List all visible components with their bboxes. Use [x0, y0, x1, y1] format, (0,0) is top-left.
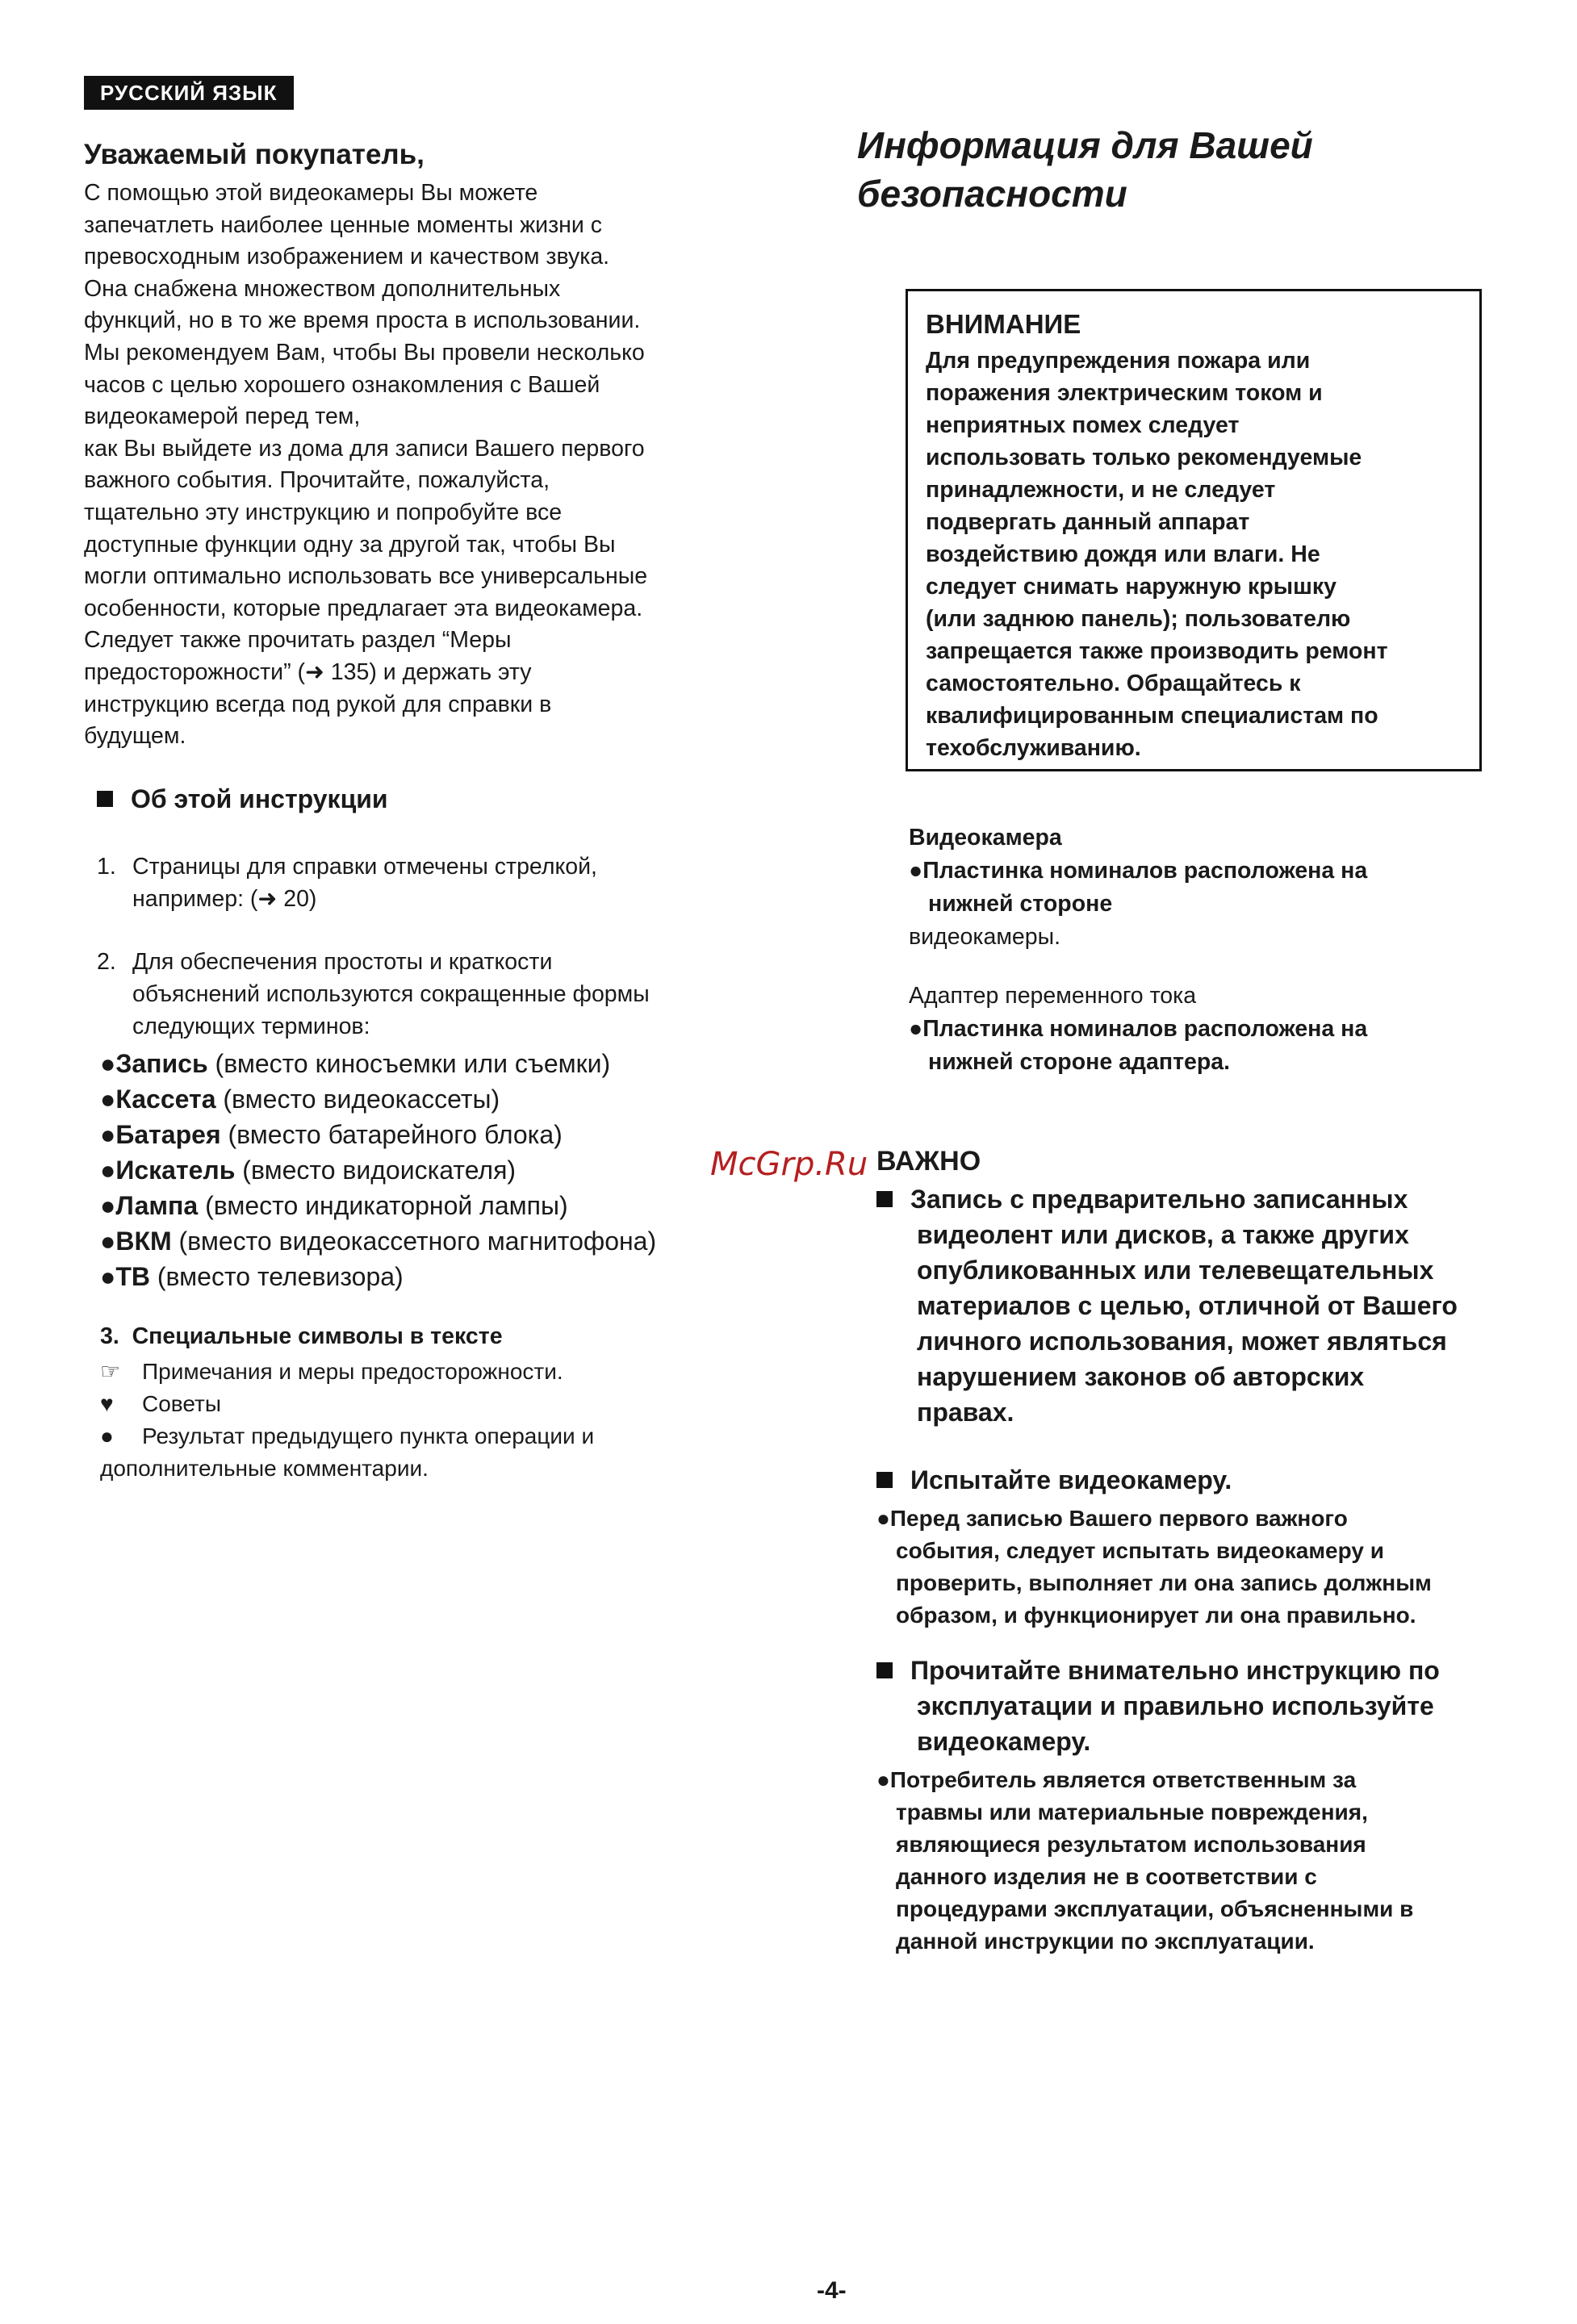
test-line: образом, и функционирует ли она правильно. [896, 1603, 1416, 1628]
item-text: Страницы для справки отмечены стрелкой, [132, 854, 597, 880]
term-desc: (вместо видеокассеты) [223, 1085, 500, 1114]
term-desc: (вместо батарейного блока) [228, 1120, 563, 1149]
adapter-plate-info [909, 980, 1367, 1079]
item-text: следующих терминов: [132, 1014, 370, 1039]
intro-paragraph [84, 178, 762, 753]
safety-title-line: Информация для Вашей [857, 124, 1313, 166]
about-heading [97, 784, 388, 814]
intro-line: запечатлеть наиболее ценные моменты жизни с [84, 211, 602, 238]
intro-line: видеокамерой перед тем, [84, 403, 361, 430]
symbol-text: Результат предыдущего пункта операции и [142, 1423, 595, 1448]
intro-line: Она снабжена множеством дополнительных [84, 275, 561, 302]
watermark: McGrp.Ru [710, 1146, 868, 1183]
read-line: травмы или материальные повреждения, [896, 1799, 1368, 1825]
intro-line: функций, но в то же время проста в использовании. [84, 307, 641, 334]
about-heading-text: Об этой инструкции [131, 784, 388, 813]
symbol-text: дополнительные комментарии. [100, 1456, 429, 1481]
symbol-text: Советы [142, 1391, 221, 1416]
read-heading-line: видеокамеру. [917, 1727, 1091, 1756]
term-name: Батарея [115, 1120, 221, 1149]
warning-line: принадлежности, и не следует [926, 477, 1276, 503]
term-name: Лампа [115, 1191, 199, 1220]
list-item: ●Кассета (вместо видеокассеты) [100, 1085, 500, 1114]
test-line: ●Перед записью Вашего первого важного [876, 1506, 1348, 1531]
warning-line: поражения электрическим током и [926, 380, 1323, 406]
important-title: ВАЖНО [876, 1146, 981, 1177]
symbols-list [100, 1356, 594, 1485]
term-name: Кассета [115, 1085, 216, 1114]
list-item: ●Лампа (вместо индикаторной лампы) [100, 1191, 568, 1220]
list-item: ●ВКМ (вместо видеокассетного магнитофона) [100, 1227, 657, 1256]
intro-line: превосходным изображением и качеством звука. [84, 244, 610, 270]
read-manual-section [876, 1653, 1440, 1958]
test-line: проверить, выполняет ли она запись должным [896, 1570, 1432, 1595]
safety-title-line: безопасности [857, 173, 1127, 215]
term-name: ВКМ [115, 1227, 172, 1256]
square-bullet-icon [97, 791, 113, 807]
about-item-2 [97, 946, 650, 1043]
list-item: ●Запись (вместо киносъемки или съемки) [100, 1049, 611, 1078]
language-tab: РУССКИЙ ЯЗЫК [84, 76, 294, 110]
camera-plate-line: нижней стороне [928, 891, 1113, 917]
term-name: ТВ [115, 1262, 150, 1291]
about-item-1 [97, 851, 597, 915]
intro-line: как Вы выйдете из дома для записи Вашего первого [84, 435, 645, 462]
list-item [100, 1388, 594, 1420]
square-bullet-icon [876, 1662, 893, 1678]
warning-line: техобслуживанию. [926, 735, 1141, 761]
list-item [100, 1356, 594, 1388]
copyright-line: личного использования, может являться [917, 1327, 1447, 1356]
list-item: ●Батарея (вместо батарейного блока) [100, 1120, 563, 1149]
adapter-plate-heading: Адаптер переменного тока [909, 983, 1197, 1009]
read-line: ●Потребитель является ответственным за [876, 1767, 1357, 1792]
term-list [100, 1046, 656, 1294]
symbol-text: Примечания и меры предосторожности. [142, 1359, 563, 1384]
term-desc: (вместо видоискателя) [242, 1156, 517, 1185]
copyright-line: материалов с целью, отличной от Вашего [917, 1291, 1458, 1320]
warning-line: неприятных помех следует [926, 412, 1240, 438]
read-line: данного изделия не в соответствии с [896, 1864, 1317, 1889]
adapter-plate-line: ●Пластинка номиналов расположена на [909, 1016, 1368, 1042]
camera-plate-info [909, 821, 1367, 954]
read-line: являющиеся результатом использования [896, 1832, 1366, 1857]
greeting-title: Уважаемый покупатель, [84, 139, 425, 170]
square-bullet-icon [876, 1472, 893, 1488]
camera-plate-line: ●Пластинка номиналов расположена на [909, 858, 1368, 884]
intro-line: инструкцию всегда под рукой для справки в [84, 691, 552, 717]
copyright-line: Запись с предварительно записанных [910, 1185, 1408, 1214]
term-desc: (вместо киносъемки или съемки) [215, 1049, 611, 1078]
warning-line: запрещается также производить ремонт [926, 638, 1388, 664]
warning-line: квалифицированным специалистам по [926, 703, 1378, 729]
heart-icon: ♥ [100, 1391, 114, 1416]
warning-title: ВНИМАНИЕ [926, 309, 1081, 339]
read-line: процедурами эксплуатации, объясненными в [896, 1896, 1414, 1921]
intro-line: часов с целью хорошего ознакомления с Вашей [84, 371, 600, 398]
copyright-line: нарушением законов об авторских [917, 1362, 1365, 1391]
item-text: Для обеспечения простоты и краткости [132, 949, 553, 975]
camera-plate-line: видеокамеры. [909, 924, 1061, 950]
copyright-line: правах. [917, 1398, 1014, 1427]
safety-title [857, 121, 1313, 218]
item-number: 1. [97, 854, 116, 880]
intro-line: С помощью этой видеокамеры Вы можете [84, 180, 538, 206]
term-desc: (вместо индикаторной лампы) [205, 1191, 568, 1220]
intro-line: доступные функции одну за другой так, чтобы Вы [84, 531, 616, 558]
test-section [876, 1462, 1432, 1632]
term-name: Искатель [115, 1156, 236, 1185]
warning-line: воздействию дождя или влаги. Не [926, 541, 1320, 567]
camera-plate-heading: Видеокамера [909, 825, 1062, 851]
warning-line: (или заднюю панель); пользователю [926, 606, 1351, 632]
read-heading-line: эксплуатации и правильно используйте [917, 1691, 1434, 1720]
warning-line: использовать только рекомендуемые [926, 445, 1362, 470]
read-heading-line: Прочитайте внимательно инструкцию по [910, 1656, 1440, 1685]
warning-box [906, 289, 1482, 771]
symbols-heading: 3. Специальные символы в тексте [100, 1323, 503, 1349]
copyright-line: видеолент или дисков, а также других [917, 1220, 1409, 1249]
warning-line: подвергать данный аппарат [926, 509, 1250, 535]
read-line: данной инструкции по эксплуатации. [896, 1929, 1315, 1954]
intro-line: особенности, которые предлагает эта видеокамера. [84, 595, 643, 621]
term-desc: (вместо видеокассетного магнитофона) [178, 1227, 657, 1256]
item-text: например: (➜ 20) [132, 886, 317, 912]
page-number: -4- [817, 2277, 847, 2304]
square-bullet-icon [876, 1191, 893, 1207]
warning-line: Для предупреждения пожара или [926, 348, 1311, 374]
list-item: ●Искатель (вместо видоискателя) [100, 1156, 517, 1185]
bullet-icon: ● [100, 1423, 114, 1448]
warning-line: следует снимать наружную крышку [926, 574, 1336, 600]
copyright-section [876, 1181, 1458, 1430]
copyright-line: опубликованных или телевещательных [917, 1256, 1434, 1285]
intro-line: Мы рекомендуем Вам, чтобы Вы провели несколько [84, 339, 645, 366]
item-number: 2. [97, 949, 116, 975]
intro-line: Следует также прочитать раздел “Меры [84, 627, 512, 654]
term-desc: (вместо телевизора) [157, 1262, 404, 1291]
item-text: объяснений используются сокращенные формы [132, 981, 650, 1007]
pointing-hand-icon: ☞ [100, 1359, 121, 1384]
intro-line: могли оптимально использовать все универсальные [84, 563, 648, 590]
intro-line: тщательно эту инструкцию и попробуйте все [84, 499, 563, 525]
adapter-plate-line: нижней стороне адаптера. [928, 1049, 1231, 1075]
test-heading: Испытайте видеокамеру. [910, 1465, 1232, 1494]
list-item [100, 1420, 594, 1452]
intro-line: предосторожности” (➜ 135) и держать эту [84, 658, 532, 685]
intro-line: будущем. [84, 723, 186, 750]
test-line: события, следует испытать видеокамеру и [896, 1538, 1384, 1563]
warning-text [926, 345, 1462, 764]
warning-line: самостоятельно. Обращайтесь к [926, 671, 1301, 696]
list-item: ●ТВ (вместо телевизора) [100, 1262, 404, 1291]
term-name: Запись [115, 1049, 208, 1078]
intro-line: важного события. Прочитайте, пожалуйста, [84, 467, 550, 494]
